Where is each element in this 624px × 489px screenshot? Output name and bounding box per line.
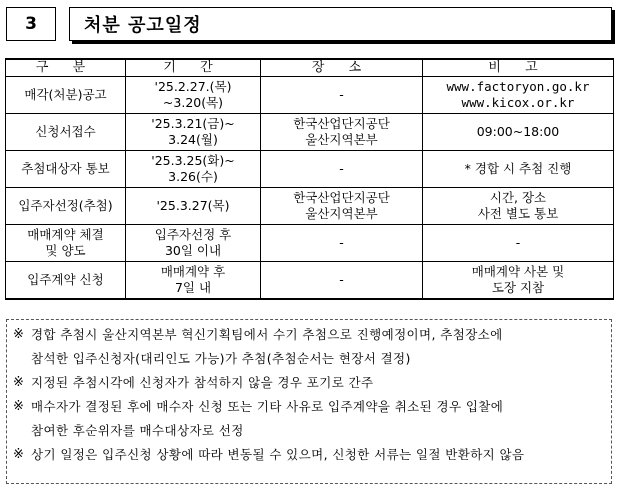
note-line: 지정된 추첨시각에 신청자가 참석하지 않을 경우 포기로 간주 (31, 375, 374, 390)
note-item (13, 395, 605, 443)
cell-line: '25.3.21(금)~ (151, 116, 235, 131)
table-header-row (6, 59, 614, 77)
cell-line: 3.26(수) (168, 169, 218, 184)
cell-line: '25.2.27.(목) (154, 79, 232, 94)
cell-note (423, 77, 614, 114)
cell-line: 사전 별도 통보 (477, 206, 559, 221)
cell-line: - (339, 87, 344, 102)
note-text (31, 323, 605, 371)
note-item (13, 443, 605, 467)
cell-line: 한국산업단지공단 (293, 116, 390, 131)
table-row (6, 151, 614, 188)
cell-category (6, 262, 126, 300)
section-number: 3 (25, 14, 37, 34)
cell-place (261, 77, 423, 114)
note-line: 상기 일정은 입주신청 상황에 따라 변동될 수 있으며, 신청한 서류는 일절 반환하지 않음 (31, 447, 525, 462)
cell-line: 매매계약 체결 (27, 227, 104, 242)
cell-place (261, 114, 423, 151)
cell-line: 도장 지참 (491, 280, 545, 295)
cell-line: 신청서접수 (35, 124, 96, 139)
cell-line: ~3.20(목) (162, 95, 224, 110)
reference-mark-icon: ※ (13, 375, 25, 390)
cell-line: - (339, 272, 344, 287)
cell-line: 7일 내 (174, 280, 212, 295)
notes-box (6, 319, 612, 484)
reference-mark-icon: ※ (13, 327, 25, 342)
schedule-table (5, 58, 614, 300)
cell-note (423, 262, 614, 300)
table-row (6, 114, 614, 151)
cell-line: 울산지역본부 (305, 132, 378, 147)
cell-line: 입주자선정 후 (154, 227, 232, 242)
cell-place (261, 262, 423, 300)
cell-line: 입주계약 신청 (27, 272, 104, 287)
reference-mark-icon: ※ (13, 399, 25, 414)
cell-line: - (339, 235, 344, 250)
note-text (31, 395, 605, 443)
note-text (31, 371, 605, 395)
cell-period (126, 151, 261, 188)
cell-period (126, 114, 261, 151)
table-row (6, 188, 614, 225)
cell-line: 입주자선정(추첨) (18, 198, 113, 213)
cell-line: 30일 이내 (164, 243, 222, 258)
column-header-category: 구 분 (6, 59, 126, 77)
cell-period (126, 77, 261, 114)
column-header-place: 장 소 (261, 59, 423, 77)
cell-line: 시간, 장소 (489, 190, 547, 205)
cell-category (6, 151, 126, 188)
cell-category (6, 188, 126, 225)
cell-line: 매매계약 사본 및 (471, 264, 565, 279)
note-line: 참여한 후순위자를 매수대상자로 선정 (31, 423, 244, 438)
cell-line: 및 양도 (45, 243, 86, 258)
section-title-box (69, 7, 612, 41)
note-line: 참석한 입주신청자(대리인도 가능)가 추첨(추첨순서는 현장서 결정) (31, 351, 411, 366)
cell-note (423, 225, 614, 262)
cell-line: 매각(처분)공고 (24, 87, 107, 102)
cell-period (126, 225, 261, 262)
note-item (13, 323, 605, 371)
column-header-note: 비 고 (423, 59, 614, 77)
table-row (6, 77, 614, 114)
cell-line: '25.3.25(화)~ (151, 153, 235, 168)
cell-category (6, 114, 126, 151)
cell-note (423, 114, 614, 151)
section-title: 처분 공고일정 (84, 15, 202, 36)
cell-line: 추첨대상자 통보 (21, 161, 110, 176)
cell-place (261, 225, 423, 262)
cell-line: www.kicox.or.kr (461, 95, 575, 110)
cell-note (423, 188, 614, 225)
table-row (6, 262, 614, 300)
cell-category (6, 77, 126, 114)
cell-period (126, 262, 261, 300)
cell-line: '25.3.27(목) (156, 198, 230, 213)
note-line: 경합 추첨시 울산지역본부 혁신기획팀에서 수기 추첨으로 진행예정이며, 추첨장소에 (31, 327, 503, 342)
cell-period (126, 188, 261, 225)
table-row (6, 225, 614, 262)
cell-line: 매매계약 후 (160, 264, 226, 279)
cell-line: 09:00~18:00 (476, 124, 560, 139)
cell-place (261, 151, 423, 188)
column-header-period: 기 간 (126, 59, 261, 77)
cell-line: 3.24(월) (168, 132, 218, 147)
cell-place (261, 188, 423, 225)
cell-line: 울산지역본부 (305, 206, 378, 221)
cell-line: - (339, 161, 344, 176)
cell-line: 한국산업단지공단 (293, 190, 390, 205)
note-line: 매수자가 결정된 후에 매수자 신청 또는 기타 사유로 입주계약을 취소된 경우 입찰에 (31, 399, 504, 414)
reference-mark-icon: ※ (13, 447, 25, 462)
cell-line: - (515, 235, 521, 250)
note-item (13, 371, 605, 395)
note-text (31, 443, 605, 467)
cell-line: * 경합 시 추첨 진행 (464, 161, 572, 176)
section-number-box (6, 7, 56, 41)
cell-line: www.factoryon.go.kr (446, 79, 590, 94)
cell-note (423, 151, 614, 188)
cell-category (6, 225, 126, 262)
